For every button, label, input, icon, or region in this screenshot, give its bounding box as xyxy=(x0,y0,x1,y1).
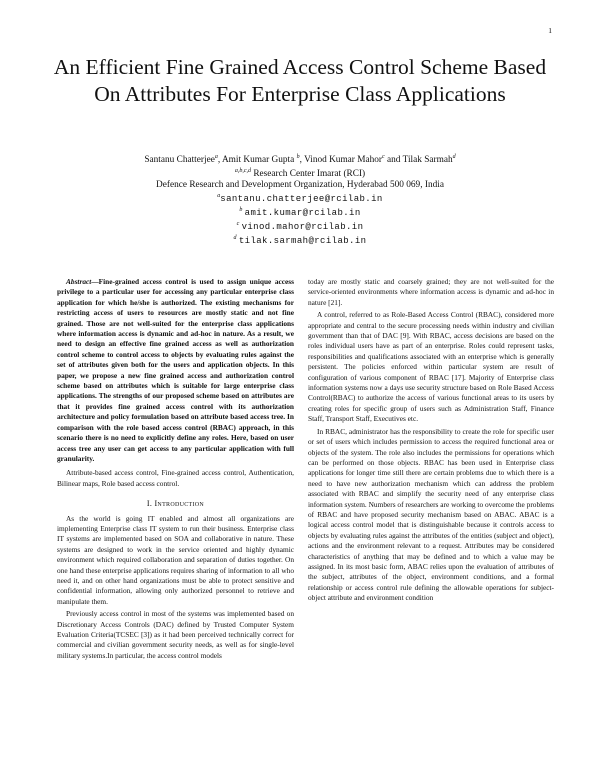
email-line xyxy=(40,191,560,205)
email-sup: d xyxy=(233,235,237,242)
paper-title: An Efficient Fine Grained Access Control Scheme Based On Attributes For Enterprise Class Applications xyxy=(53,55,547,106)
body-paragraph: In RBAC, administrator has the responsibility to create the role for specific user or set of users which includes permission to access the required functional area or objects of the system. The role also includes the permissions for operations which can be performed on those objects. RBAC has been used in Enterprise class applications for longer time still there are certain problems due to which there is a need to have new authorization mechanism which can address the problem associated with RBAC and simplify the security need of any enterprise class information system. Numbers of researchers are working to overcome the problems of RBAC and have proposed security mechanism based on ABAC. ABAC is a logical access control model that is distinguishable because it controls access to objects by evaluating rules against the attributes of the entities (subject and object), actions and the environment relevant to a request. Attributes may be considered characteristics of anything that may be defined and to which a value may be assigned. In its most basic form, ABAC relies upon the evaluation of attributes of the subject, attributes of the object, environment conditions, and a formal relationship or access control rule defining the allowable operations for subject-object attribute and environment condition xyxy=(308,426,554,603)
abstract xyxy=(57,277,294,464)
author-2-sup: b xyxy=(296,154,300,160)
email-line xyxy=(40,233,560,247)
organization: Defence Research and Development Organization, Hyderabad 500 069, India xyxy=(156,180,444,191)
abstract-label: Abstract xyxy=(66,277,92,286)
abstract-text: —Fine-grained access control is used to assign unique access privilege to a particular user for accessing any particular enterprise class application for which he/she is authorized. The existing mechanisms for restricting access of users to resources are mostly static and not fine grained. Those are not well-suited for the enterprise class applications where information access is dynamic and ad-hoc in nature. As a result, we need to design an effective fine grained access as well as authorization control scheme to control access to objects by evaluating rules against the set of attributes given both for the users and application objects. In this paper, we propose a new fine grained access and authorization control scheme based on attributes which is suitable for large enterprise class applications. The strengths of our proposed scheme based on attributes are that it provides fine grained access control with its authorization architecture and policy formulation based on attribute based access tree. In comparison with the role based access control (RBAC) approach, in this scenario there is no need to explicitly define any roles. Here, based on user access tree any user can get access to any particular application with full granularity. xyxy=(57,277,294,463)
email-sup: b xyxy=(239,207,243,214)
body-paragraph: Previously access control in most of the systems was implemented based on Discretionary Access Controls (DAC) defined by Trusted Computer System Evaluation Criteria(TCSEC [3]) as it had been perceived technically correct for commercial and civilian government security needs, as well as for single-level military systems.In particular, the access control models xyxy=(57,609,294,660)
email-line xyxy=(40,205,560,219)
author-2-name: Amit Kumar Gupta xyxy=(221,155,295,166)
affiliation-sup: a,b,c,d xyxy=(234,168,252,175)
affiliation: Research Center Imarat (RCI) xyxy=(253,169,366,180)
author-1-sup: a xyxy=(214,154,218,160)
body-paragraph: As the world is going IT enabled and almost all organizations are implementing Enterprise class IT system to run their business. Enterprise class IT systems are implemented based on SOA and collaborative in nature. These systems are designed to work in the service oriented and highly dynamic environment which required collaboration and separation of duties together. On one hand these enterprise applications requires sharing of information to all who need it, and on other hand organizations must be able to protect sensitive and confidential information, allowing only authorized personnel to retrieve and manipulate them. xyxy=(57,513,294,606)
author-3-sup: c xyxy=(382,154,385,160)
body-paragraph: A control, referred to as Role-Based Access Control (RBAC), considered more appropriate and central to the secure processing needs within industry and civilian government than that of DAC [9]. With RBAC, access decisions are based on the roles individual users have as part of an enterprise. Roles could represent tasks, responsibilities and qualifications associated with an enterprise which is generally persistent. The policies enforced within particular system are result of configuration of various component of RBAC [17]. Majority of Enterprise class information systems now a days use security structure based on Role Based Access Control(RBAC) to authorize the access of various functional areas to its users by creating roles for specific group of users such as Administration Staff, Finance Staff, Transport Staff, Executives etc. xyxy=(308,310,554,424)
page-number: 1 xyxy=(548,26,552,35)
author-and: and xyxy=(387,155,401,166)
author-4-name: Tilak Sarmah xyxy=(402,155,453,166)
author-3-name: Vinod Kumar Mahor xyxy=(304,155,383,166)
author-block xyxy=(40,152,560,248)
author-4-sup: d xyxy=(452,154,456,160)
email-line xyxy=(40,219,560,233)
email-address: tilak.sarmah@rcilab.in xyxy=(238,236,367,247)
affiliation-line xyxy=(40,166,560,180)
right-column xyxy=(308,277,554,606)
section-heading: I. Introduction xyxy=(146,499,205,509)
left-column xyxy=(57,277,294,663)
author-1-name: Santanu Chatterjee xyxy=(144,155,215,166)
body-paragraph: today are mostly static and coarsely grained; they are not well-suited for the service-oriented environments where information access is dynamic and ad-hoc in nature [21]. xyxy=(308,277,554,307)
keywords: Attribute-based access control, Fine-grained access control, Authentication, Bilinear maps, Role based access control. xyxy=(57,468,294,488)
email-sup: c xyxy=(236,221,240,228)
email-sup: a xyxy=(217,193,221,200)
email-address: vinod.mahor@rcilab.in xyxy=(241,222,364,233)
author-names: Santanu Chatterjee$^a$, Amit Kumar Gupta $^b$, Vinod Kumar Mahor$^c$ and Tilak Sarmah$^d$ xyxy=(144,154,456,166)
email-address: amit.kumar@rcilab.in xyxy=(244,208,361,219)
email-address: santanu.chatterjee@rcilab.in xyxy=(220,194,383,205)
